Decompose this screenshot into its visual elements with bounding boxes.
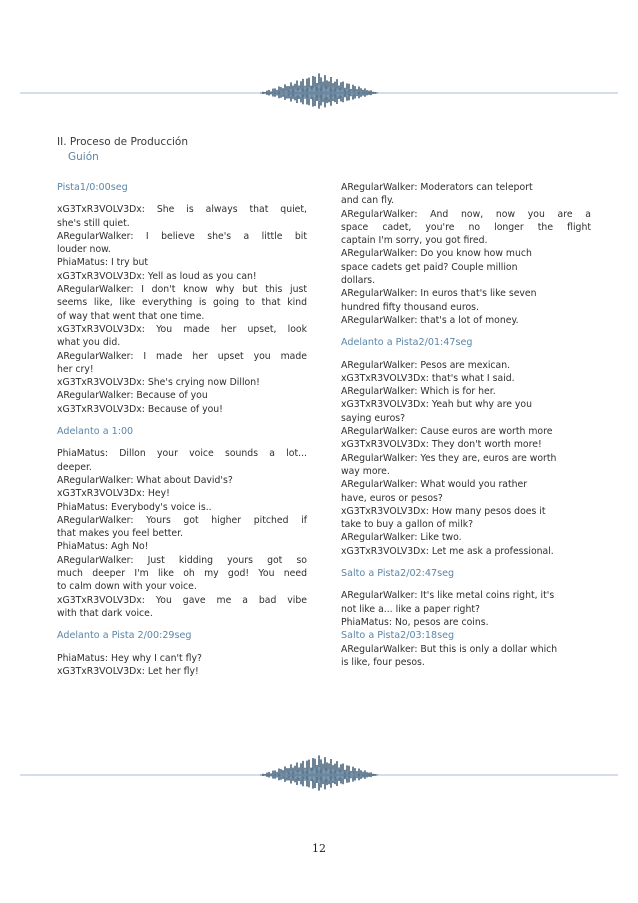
- dialogue-line: ARegularWalker: Yes they are, euros are worth: [341, 452, 557, 464]
- dialogue-line: is like, four pesos.: [341, 656, 425, 668]
- dialogue-line: xG3TxR3VOLV3Dx: Let her fly!: [57, 665, 199, 677]
- dialogue-line: dollars.: [341, 275, 376, 287]
- dialogue-line: xG3TxR3VOLV3Dx: Yell as loud as you can!: [57, 270, 257, 282]
- dialogue-line: ARegularWalker: What would you rather: [341, 479, 528, 491]
- dialogue-line: ARegularWalker: I don't know why but this just: [57, 284, 307, 296]
- dialogue-line: and can fly.: [341, 195, 395, 207]
- dialogue-line: ARegularWalker: Which is for her.: [341, 386, 496, 398]
- dialogue-line: PhiaMatus: Agh No!: [57, 541, 149, 553]
- track-marker: Adelanto a Pista 2/00:29seg: [57, 630, 192, 642]
- script-column-right: [341, 181, 591, 669]
- dialogue-line: xG3TxR3VOLV3Dx: They don't worth more!: [341, 439, 542, 451]
- header-waveform-divider: [20, 68, 618, 118]
- dialogue-line: ARegularWalker: Because of you: [57, 390, 208, 402]
- dialogue-line: have, euros or pesos?: [341, 492, 443, 504]
- dialogue-line: xG3TxR3VOLV3Dx: Because of you!: [57, 403, 223, 415]
- dialogue-line: ARegularWalker: What about David's?: [57, 474, 233, 486]
- dialogue-line: PhiaMatus: I try but: [57, 257, 149, 269]
- footer-waveform-divider: [20, 750, 618, 800]
- dialogue-line: ARegularWalker: And now, now you are a: [341, 208, 591, 220]
- paragraph-gap: [341, 350, 591, 359]
- dialogue-line: PhiaMatus: Everybody's voice is..: [57, 501, 212, 513]
- dialogue-line: xG3TxR3VOLV3Dx: She's crying now Dillon!: [57, 377, 260, 389]
- track-marker: Pista1/0:00seg: [57, 182, 128, 193]
- dialogue-line: ARegularWalker: Do you know how much: [341, 248, 532, 260]
- dialogue-line: captain I'm sorry, you got fired.: [341, 235, 488, 247]
- dialogue-line: way more.: [341, 465, 390, 477]
- script-column-left: [57, 181, 307, 678]
- dialogue-line: PhiaMatus: Dillon your voice sounds a lot...: [57, 448, 307, 460]
- dialogue-line: ARegularWalker: Like two.: [341, 532, 462, 544]
- dialogue-line: ARegularWalker: Just kidding yours got so: [57, 554, 307, 566]
- dialogue-line: xG3TxR3VOLV3Dx: You gave me a bad vibe: [57, 594, 307, 606]
- page-number: 12: [312, 842, 326, 855]
- dialogue-line: ARegularWalker: In euros that's like seven: [341, 288, 537, 300]
- paragraph-gap: [57, 620, 307, 629]
- dialogue-line: ARegularWalker: I made her upset you made: [57, 350, 307, 362]
- paragraph-gap: [341, 327, 591, 336]
- dialogue-line: ARegularWalker: Cause euros are worth more: [341, 426, 553, 438]
- paragraph-gap: [341, 580, 591, 589]
- dialogue-line: hundred fifty thousand euros.: [341, 301, 479, 313]
- dialogue-line: to calm down with your voice.: [57, 581, 197, 593]
- dialogue-line: much deeper I'm like oh my god! You need: [57, 568, 307, 580]
- track-marker: Adelanto a Pista2/01:47seg: [341, 337, 473, 349]
- dialogue-line: ARegularWalker: But this is only a dollar which: [341, 643, 558, 655]
- dialogue-line: not like a... like a paper right?: [341, 603, 480, 615]
- paragraph-gap: [341, 558, 591, 567]
- dialogue-line: that makes you feel better.: [57, 528, 184, 540]
- dialogue-line: xG3TxR3VOLV3Dx: that's what I said.: [341, 372, 515, 384]
- dialogue-line: PhiaMatus: No, pesos are coins.: [341, 616, 489, 628]
- dialogue-line: ARegularWalker: I believe she's a little bit: [57, 230, 307, 242]
- dialogue-line: take to buy a gallon of milk?: [341, 519, 474, 531]
- dialogue-line: she's still quiet.: [57, 217, 130, 229]
- dialogue-line: her cry!: [57, 363, 94, 375]
- dialogue-line: deeper.: [57, 461, 92, 473]
- dialogue-line: xG3TxR3VOLV3Dx: She is always that quiet,: [57, 204, 307, 216]
- paragraph-gap: [57, 194, 307, 203]
- dialogue-line: ARegularWalker: Yours got higher pitched if: [57, 514, 307, 526]
- dialogue-line: xG3TxR3VOLV3Dx: Hey!: [57, 488, 170, 500]
- dialogue-line: louder now.: [57, 244, 111, 256]
- track-marker: Adelanto a 1:00: [57, 426, 134, 438]
- dialogue-line: space cadet, you're no longer the flight: [341, 221, 591, 233]
- dialogue-line: seems like, like everything is going to that kind: [57, 297, 307, 309]
- paragraph-gap: [57, 438, 307, 447]
- section-heading: II. Proceso de Producción: [57, 136, 188, 148]
- dialogue-line: xG3TxR3VOLV3Dx: Yeah but why are you: [341, 399, 532, 411]
- dialogue-line: of way that went that one time.: [57, 310, 205, 322]
- dialogue-line: what you did.: [57, 337, 121, 349]
- dialogue-line: ARegularWalker: that's a lot of money.: [341, 314, 519, 326]
- dialogue-line: ARegularWalker: Pesos are mexican.: [341, 359, 511, 371]
- waveform-echo: [269, 85, 369, 101]
- dialogue-line: with that dark voice.: [57, 607, 153, 619]
- track-marker: Salto a Pista2/03:18seg: [341, 630, 455, 642]
- dialogue-line: ARegularWalker: It's like metal coins right, it's: [341, 590, 555, 602]
- dialogue-line: xG3TxR3VOLV3Dx: You made her upset, look: [57, 323, 307, 335]
- dialogue-line: xG3TxR3VOLV3Dx: How many pesos does it: [341, 505, 546, 517]
- dialogue-line: PhiaMatus: Hey why I can't fly?: [57, 652, 202, 664]
- dialogue-line: ARegularWalker: Moderators can teleport: [341, 182, 533, 193]
- dialogue-line: xG3TxR3VOLV3Dx: Let me ask a professional.: [341, 545, 554, 557]
- dialogue-line: saying euros?: [341, 412, 406, 424]
- paragraph-gap: [57, 643, 307, 652]
- waveform-echo: [269, 767, 369, 783]
- dialogue-line: space cadets get paid? Couple million: [341, 261, 518, 273]
- paragraph-gap: [57, 416, 307, 425]
- track-marker: Salto a Pista2/02:47seg: [341, 568, 455, 580]
- subsection-heading: Guión: [68, 151, 99, 163]
